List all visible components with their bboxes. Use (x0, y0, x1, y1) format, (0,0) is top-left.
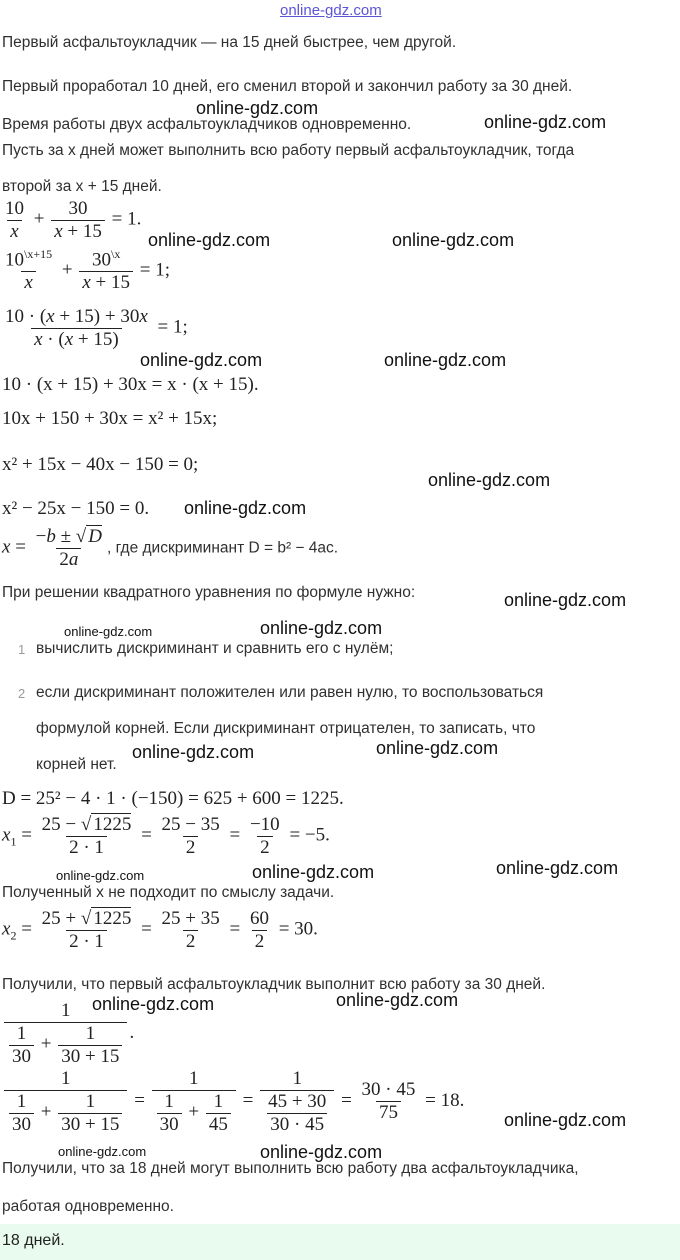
solution-intro-line-1: Пусть за x дней может выполнить всю работу первый асфальтоукладчик, тогда (2, 142, 575, 159)
x1-rejected-note: Полученный x не подходит по смыслу задачи. (2, 884, 335, 901)
watermark-top[interactable]: online-gdz.com (280, 2, 382, 19)
watermark: online-gdz.com (140, 350, 263, 370)
final-computation: 1 $\frac{1}{30}$ + $\frac{1}{30 + 15}$ = 1 $\frac{1}{30}$ + $\frac{1}{45}$ = $\frac{1}{\frac{45 + 30}{30 \cdot 45}}$ = $\frac{30 \cdot 45}{75}$ = 18. (2, 1068, 464, 1136)
watermark: online-gdz.com (392, 230, 515, 250)
watermark: online-gdz.com (148, 230, 271, 250)
watermark: online-gdz.com (92, 994, 215, 1014)
conclusion-line-2: работая одновременно. (2, 1198, 174, 1215)
watermark: online-gdz.com (484, 112, 607, 132)
root-x1: $x_1$ = $\frac{25 - √ 1225}{2 \cdot 1}$ = $\frac{25 - 35}{2}$ = $\frac{-10}{2}$ = −5. (2, 814, 330, 858)
list-marker-1: 1 (18, 642, 26, 657)
list-item-2-line-1: если дискриминант положителен или равен нулю, то воспользоваться (36, 684, 544, 701)
watermark: online-gdz.com (184, 498, 307, 518)
equation-6: x² + 15x − 40x − 150 = 0; (2, 454, 199, 475)
watermark: online-gdz.com (504, 1110, 627, 1130)
watermark: online-gdz.com (384, 350, 507, 370)
discriminant: D = 25² − 4 · 1 · (−150) = 625 + 600 = 1225. (2, 788, 344, 809)
statement-line-2: Первый проработал 10 дней, его сменил второй и закончил работу за 30 дней. (2, 78, 573, 95)
watermark: online-gdz.com (58, 1144, 147, 1159)
answer-box (0, 1224, 680, 1260)
equation-2: $\frac{10^{\backslash x+15}}{x}$ + $\frac{30^{\backslash x}}{x + 15}$ = 1; (5, 247, 170, 294)
first-worker-result: Получили, что первый асфальтоукладчик выполнит всю работу за 30 дней. (2, 976, 546, 993)
watermark: online-gdz.com (260, 1142, 383, 1162)
method-intro: При решении квадратного уравнения по формуле нужно: (2, 584, 416, 601)
list-item-2-line-3: корней нет. (36, 756, 117, 773)
watermark: online-gdz.com (196, 98, 319, 118)
watermark: online-gdz.com (504, 590, 627, 610)
watermark: online-gdz.com (496, 858, 619, 878)
combined-rate-fraction: 1 $\frac{1}{30}$ + $\frac{1}{30 + 15}$ . (2, 1000, 134, 1068)
equation-3: $\frac{10 \cdot (x + 15) + 30x}{x \cdot (x + 15)}$ = 1; (5, 306, 188, 350)
watermark: online-gdz.com (252, 862, 375, 882)
equation-5: 10x + 150 + 30x = x² + 15x; (2, 408, 218, 429)
conclusion-line-1: Получили, что за 18 дней могут выполнить всю работу два асфальтоукладчика, (2, 1160, 579, 1177)
answer-text: 18 дней. (2, 1232, 65, 1249)
watermark: online-gdz.com (132, 742, 255, 762)
solution-intro-line-2: второй за x + 15 дней. (2, 178, 162, 195)
equation-4: 10 · (x + 15) + 30x = x · (x + 15). (2, 374, 259, 395)
equation-1: $\frac{10}{x}$ + $\frac{30}{x + 15}$ = 1. (5, 198, 142, 242)
list-marker-2: 2 (18, 686, 26, 701)
quadratic-formula: x = $\frac{-b \pm √ D}{2a}$ , где дискриминант D = b² − 4ac. (2, 526, 339, 570)
equation-7: x² − 25x − 150 = 0. (2, 498, 150, 519)
root-x2: $x_2$ = $\frac{25 + √ 1225}{2 \cdot 1}$ = $\frac{25 + 35}{2}$ = $\frac{60}{2}$ = 30. (2, 908, 318, 952)
watermark: online-gdz.com (64, 624, 153, 639)
list-item-1: вычислить дискриминант и сравнить его с нулём; (36, 640, 394, 657)
watermark: online-gdz.com (336, 990, 459, 1010)
watermark: online-gdz.com (376, 738, 499, 758)
watermark: online-gdz.com (56, 868, 145, 883)
watermark: online-gdz.com (260, 618, 383, 638)
list-item-2-line-2: формулой корней. Если дискриминант отрицателен, то записать, что (36, 720, 536, 737)
question-line: Время работы двух асфальтоукладчиков одновременно. (2, 116, 412, 133)
watermark: online-gdz.com (428, 470, 551, 490)
statement-line-1: Первый асфальтоукладчик — на 15 дней быстрее, чем другой. (2, 34, 457, 51)
